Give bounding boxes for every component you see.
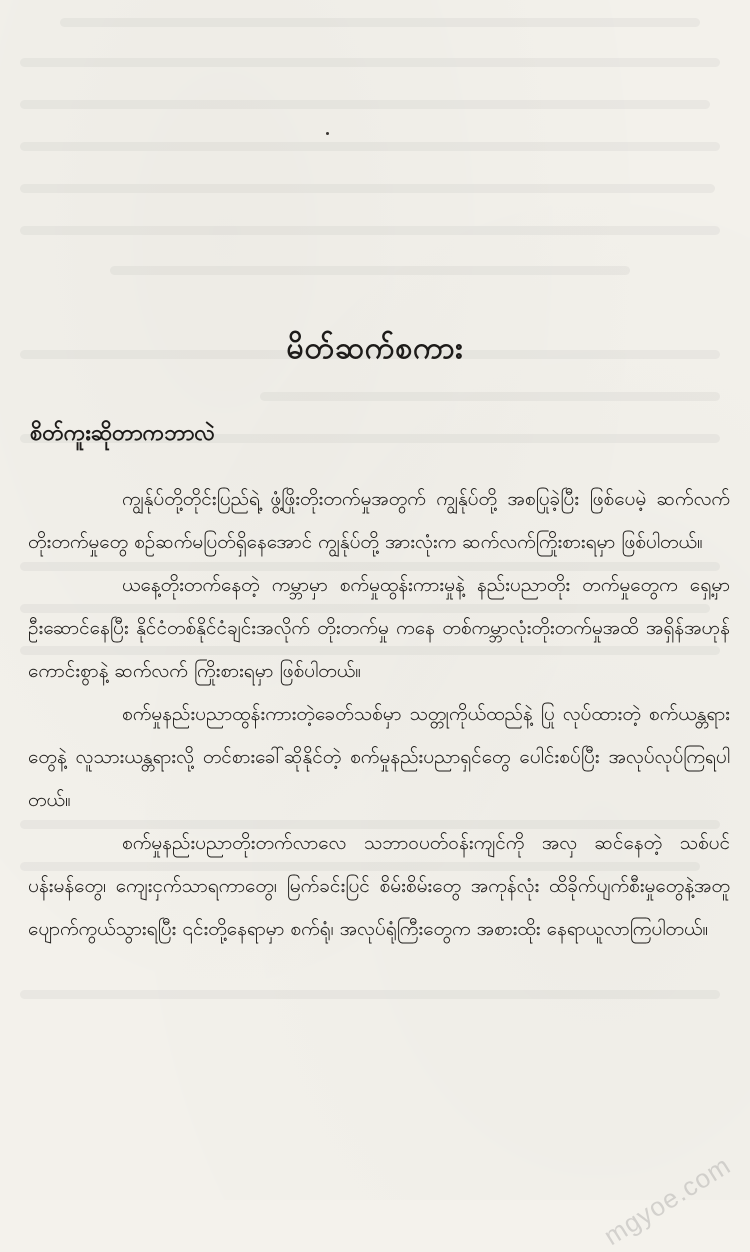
watermark: mgyoe.com	[597, 1149, 736, 1252]
paragraph: ယနေ့တိုးတက်နေတဲ့ ကမ္ဘာမှာ စက်မှုထွန်းကားမှုနဲ့ နည်းပညာတိုး တက်မှုတွေက ရှေ့မှာ ဦးဆောင်နေပြီး နိုင်ငံတစ်နိုင်ငံချင်းအလိုက် တိုးတက်မှု ကနေ တစ်ကမ္ဘာလုံးတိုးတက်မှုအထိ အရှိန်အဟုန်ကောင်းစွာနဲ့ ဆက်လက် ကြိုးစားရမှာ ဖြစ်ပါတယ်။	[28, 574, 730, 682]
body-text	[28, 478, 730, 951]
paragraph: ကျွန်ုပ်တို့တိုင်းပြည်ရဲ့ ဖွံ့ဖြိုးတိုးတက်မှုအတွက် ကျွန်ုပ်တို့ အစပြုခဲ့ပြီး ဖြစ်ပေမဲ့ ဆက်လက်တိုးတက်မှုတွေ စဉ်ဆက်မပြတ်ရှိနေအောင် ကျွန်ုပ်တို့ အားလုံးက ဆက်လက်ကြိုးစားရမှာ ဖြစ်ပါတယ်။	[28, 488, 730, 553]
chapter-title: မိတ်ဆက်စကား	[286, 331, 464, 367]
section-heading: စိတ်ကူးဆိုတာကဘာလဲ	[30, 421, 216, 447]
paragraph: စက်မှုနည်းပညာထွန်းကားတဲ့ခေတ်သစ်မှာ သတ္တုကိုယ်ထည်နဲ့ ပြု လုပ်ထားတဲ့ စက်ယန္တရားတွေနဲ့ လူသားယန္တရားလို့ တင်စားခေါ်ဆိုနိုင်တဲ့ စက်မှုနည်းပညာရှင်တွေ ပေါင်းစပ်ပြီး အလုပ်လုပ်ကြရပါတယ်။	[28, 703, 730, 811]
ink-speck	[326, 132, 329, 135]
paragraph: စက်မှုနည်းပညာတိုးတက်လာလေ သဘာဝပတ်ဝန်းကျင်ကို အလှ ဆင်နေတဲ့ သစ်ပင်ပန်းမန်တွေ၊ ကျေးငှက်သာရကာတွေ၊ မြက်ခင်းပြင် စိမ်းစိမ်းတွေ အကုန်လုံး ထိခိုက်ပျက်စီးမှုတွေနဲ့အတူ ပျောက်ကွယ်သွားရပြီး ၎င်းတို့နေရာမှာ စက်ရုံ၊ အလုပ်ရုံကြီးတွေက အစားထိုး နေရာယူလာကြပါတယ်။	[28, 832, 730, 940]
